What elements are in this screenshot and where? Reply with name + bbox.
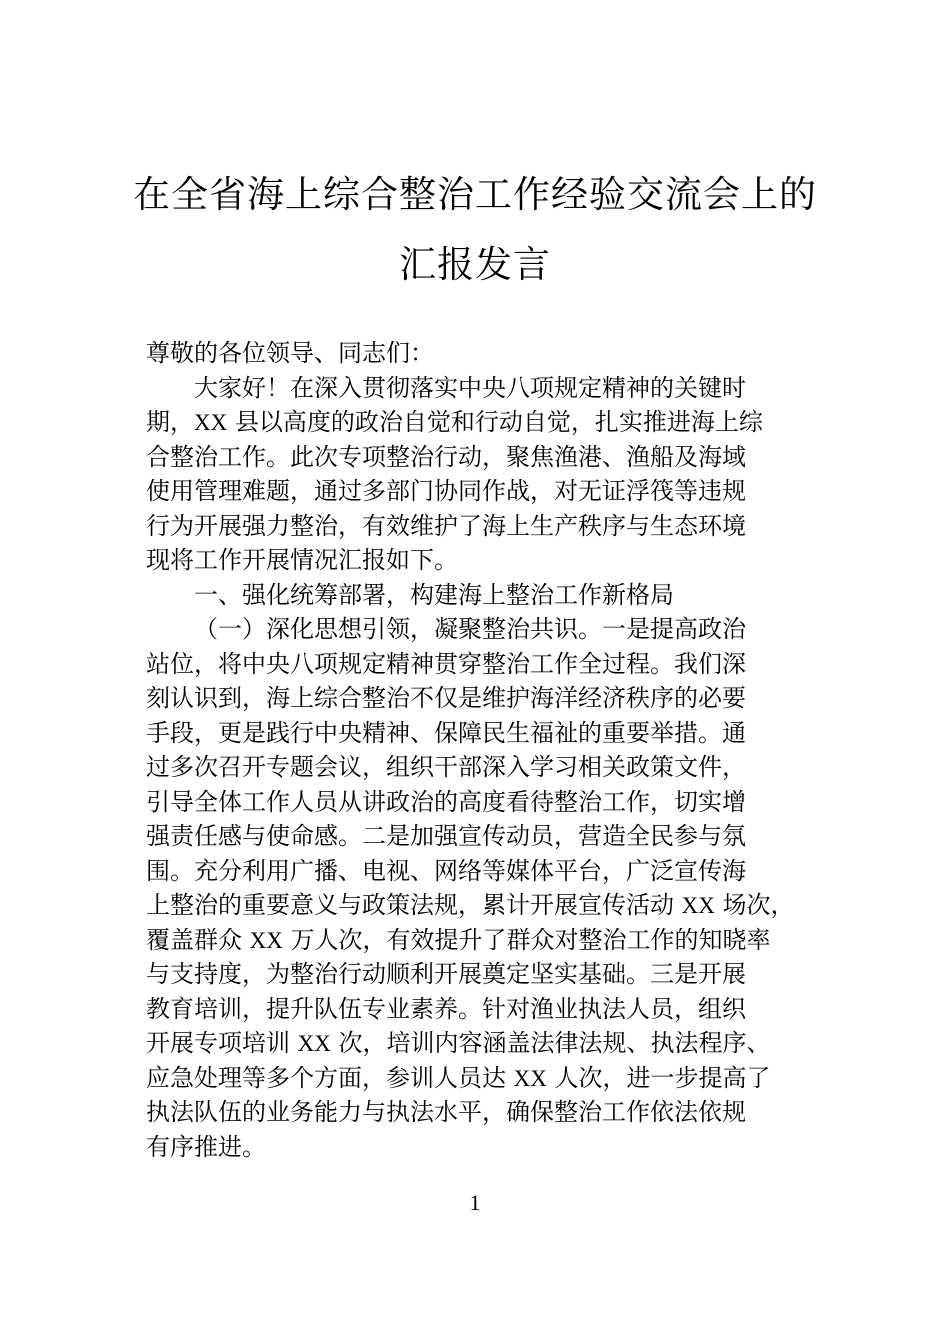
body-line: 合整治工作。此次专项整治行动，聚焦渔港、渔船及海域 xyxy=(146,442,746,471)
body-line: 围。充分利用广播、电视、网络等媒体平台，广泛宣传海 xyxy=(146,856,746,885)
body-line: （一）深化思想引领，凝聚整治共识。一是提高政治 xyxy=(194,615,746,643)
body-line: 使用管理难题，通过多部门协同作战，对无证浮筏等违规 xyxy=(146,477,746,505)
latin-run: XX xyxy=(249,927,283,953)
body-line: 与支持度，为整治行动顺利开展奠定坚实基础。三是开展 xyxy=(146,960,746,988)
body-line: 教育培训，提升队伍专业素养。针对渔业执法人员，组织 xyxy=(146,994,746,1023)
body-line: 站位，将中央八项规定精神贯穿整治工作全过程。我们深 xyxy=(146,649,746,678)
body-line: 现将工作开展情况汇报如下。 xyxy=(146,546,458,574)
body-line: 行为开展强力整治，有效维护了海上生产秩序与生态环境 xyxy=(146,511,746,540)
latin-run: XX xyxy=(681,893,715,918)
body-line: 刻认识到，海上综合整治不仅是维护海洋经济秩序的必要 xyxy=(146,684,746,712)
body-line: 应急处理等多个方面，参训人员达 XX 人次，进一步提高了 xyxy=(146,1063,771,1092)
document-body xyxy=(146,336,836,1164)
body-line: 手段，更是践行中央精神、保障民生福祉的重要举措。通 xyxy=(146,718,746,747)
section-heading: 一、强化统筹部署，构建海上整治工作新格局 xyxy=(194,580,674,609)
body-line: 引导全体工作人员从讲政治的高度看待整治工作，切实增 xyxy=(146,787,746,816)
body-line: 开展专项培训 XX 次，培训内容涵盖法律法规、执法程序、 xyxy=(146,1029,771,1057)
salutation: 尊敬的各位领导、同志们： xyxy=(146,339,434,367)
body-line: 期，XX 县以高度的政治自觉和行动自觉，扎实推进海上综 xyxy=(146,408,763,436)
body-line: 大家好！在深入贯彻落实中央八项规定精神的关键时 xyxy=(194,373,746,402)
body-line: 有序推进。 xyxy=(146,1132,266,1161)
latin-run: XX xyxy=(297,1031,331,1056)
document-title-line-2: 汇报发言 xyxy=(399,243,551,286)
document-title-line-1: 在全省海上综合整治工作经验交流会上的 xyxy=(133,173,817,216)
body-line: 上整治的重要意义与政策法规，累计开展宣传活动 XX 场次， xyxy=(146,891,795,919)
body-line: 执法队伍的业务能力与执法水平，确保整治工作依法依规 xyxy=(146,1098,746,1126)
latin-run: XX xyxy=(194,410,228,435)
body-line: 过多次召开专题会议，组织干部深入学习相关政策文件， xyxy=(146,753,746,781)
body-line: 覆盖群众 XX 万人次，有效提升了群众对整治工作的知晓率 xyxy=(146,925,771,954)
latin-run: XX xyxy=(513,1065,547,1091)
page-number: 1 xyxy=(469,1190,481,1215)
body-line: 强责任感与使命感。二是加强宣传动员，营造全民参与氛 xyxy=(146,822,746,850)
